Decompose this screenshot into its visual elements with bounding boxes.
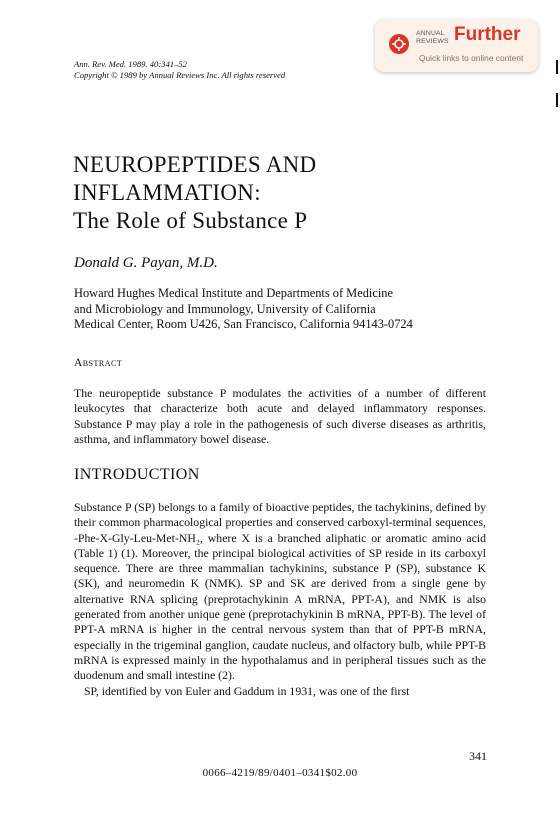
page-number: 341 — [469, 749, 487, 763]
affiliation-line-1: Howard Hughes Medical Institute and Departments of Medicine — [74, 286, 393, 300]
affiliation-line-2: and Microbiology and Immunology, University of California — [74, 301, 376, 316]
introduction-heading: INTRODUCTION — [74, 466, 200, 483]
introduction-paragraph-1: Substance P (SP) belongs to a family of bioactive peptides, the tachykinins, defined by their common pharmacological properties and conserved carboxyl-terminal sequences, -Phe-X-Gly-Leu-Met-NH₂, where X is a branched aliphatic or aromatic amino acid (Table 1) (1). Moreover, the principal biological activities of SP reside in its carboxyl sequence. There are three mammalian tachykinins, substance P (SP), substance K (SK), and neuromedin K (NMK). SP and SK are derived from a single gene by alternative RNA splicing (preprotachykinin A mRNA, PPT-A), and NMK is also generated from another unique gene (preprotachykinin B mRNA, PPT-B). The level of PPT-A mRNA is higher in the central nervous system than that of PPT-B mRNA, especially in the trigeminal ganglion, caudate nucleus, and olfactory bulb, while PPT-B mRNA is expressed mainly in the hypothalamus and in peripheral tissues such as the duodenum and small intestine (2). — [74, 500, 486, 683]
badge-quick-links[interactable]: Quick links to online content — [419, 53, 524, 63]
abstract-heading: Abstract — [74, 357, 123, 369]
article-title — [73, 151, 316, 235]
badge-reviews-label: REVIEWS — [416, 37, 449, 45]
title-line-3: The Role of Substance P — [73, 208, 308, 233]
abstract-text: The neuropeptide substance P modulates the activities of a number of different leukocytes that characterize both acute and delayed inflammatory responses. Substance P may play a role in the pathogenesis of such diverse diseases as arthritis, asthma, and inflammatory bowel disease. — [74, 386, 486, 446]
further-badge[interactable] — [375, 20, 538, 72]
edge-mark — [556, 93, 558, 107]
badge-publisher — [416, 30, 449, 45]
badge-annual-label: ANNUAL — [416, 30, 445, 37]
title-line-1: NEUROPEPTIDES AND — [73, 152, 317, 177]
badge-further-label: Further — [454, 24, 521, 45]
citation-block — [74, 59, 285, 81]
introduction-paragraph-2: SP, identified by von Euler and Gaddum in 1931, was one of the first — [84, 683, 410, 698]
edge-mark — [556, 60, 558, 74]
citation-journal: Ann. Rev. Med. 1989. 40:341–52 — [74, 59, 187, 69]
introduction-body — [74, 500, 486, 699]
author-name: Donald G. Payan, M.D. — [74, 255, 218, 271]
title-line-2: INFLAMMATION: — [73, 180, 261, 205]
affiliation-line-3: Medical Center, Room U426, San Francisco, California 94143-0724 — [74, 317, 413, 332]
further-logo-icon — [389, 34, 409, 54]
citation-copyright: Copyright © 1989 by Annual Reviews Inc. All rights reserved — [74, 70, 286, 80]
article-code: 0066–4219/89/0401–0341$02.00 — [202, 767, 358, 779]
author-affiliation — [74, 286, 413, 333]
